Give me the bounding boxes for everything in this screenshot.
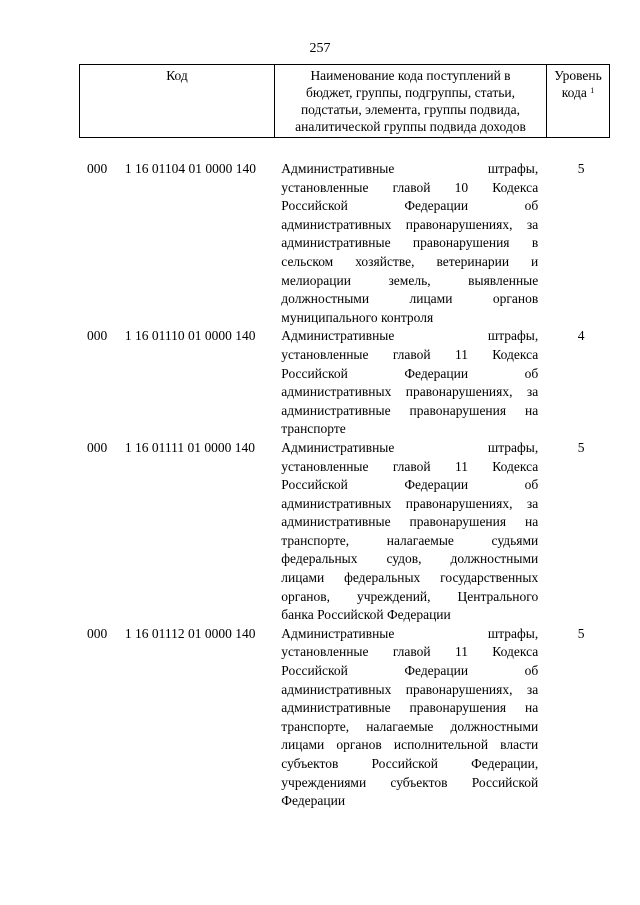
revenue-name-line: лицами федеральных государственных bbox=[281, 570, 539, 586]
revenue-name-line: административные правонарушения на bbox=[281, 700, 539, 716]
revenue-name-line: должностными лицами органов bbox=[281, 291, 539, 307]
revenue-name-cell bbox=[281, 160, 538, 327]
revenue-name-line: административных правонарушениях, за bbox=[281, 216, 539, 232]
revenue-name-line: административные правонарушения на bbox=[281, 402, 539, 418]
header-name-line: подстатьи, элемента, группы подвида, bbox=[300, 102, 521, 117]
revenue-code-cell: 1 16 01111 01 0000 140 bbox=[124, 439, 256, 455]
revenue-name-line: субъектов Российской Федерации, bbox=[281, 756, 539, 771]
header-level-word: кода bbox=[561, 85, 587, 100]
revenue-name-line: установленные главой 11 Кодекса bbox=[281, 644, 539, 660]
table-row bbox=[79, 327, 610, 439]
revenue-name-line: транспорте bbox=[281, 421, 346, 437]
revenue-name-line: транспорте, налагаемые судьями bbox=[281, 532, 539, 548]
revenue-name-line: Российской Федерации об bbox=[281, 365, 539, 381]
revenue-name-line: мелиорации земель, выявленные bbox=[281, 272, 539, 288]
revenue-name-line: Российской Федерации об bbox=[281, 477, 539, 493]
admin-code-cell: 000 bbox=[87, 625, 108, 641]
revenue-code-cell: 1 16 01104 01 0000 140 bbox=[124, 161, 257, 176]
code-level-cell: 5 bbox=[577, 161, 585, 176]
revenue-name-cell bbox=[281, 439, 538, 625]
revenue-name-line: административные правонарушения на bbox=[281, 514, 539, 530]
revenue-name-line: органов, учреждений, Центрального bbox=[281, 588, 539, 604]
revenue-name-line: Административные штрафы, bbox=[281, 625, 539, 641]
revenue-name-line: административных правонарушениях, за bbox=[281, 681, 539, 697]
revenue-name-line: Российской Федерации об bbox=[281, 198, 539, 214]
revenue-name-line: лицами органов исполнительной власти bbox=[281, 737, 539, 753]
header-name-line: бюджет, группы, подгруппы, статьи, bbox=[306, 85, 515, 100]
revenue-name-cell bbox=[281, 625, 538, 811]
revenue-name-cell bbox=[281, 327, 538, 439]
revenue-name-line: административные правонарушения в bbox=[281, 235, 539, 251]
revenue-name-line: учреждениями субъектов Российской bbox=[281, 774, 539, 790]
revenue-name-line: Федерации bbox=[281, 793, 346, 809]
admin-code-cell: 000 bbox=[87, 439, 108, 455]
code-level-cell: 4 bbox=[577, 328, 585, 344]
page-number: 257 bbox=[309, 41, 331, 56]
header-level-line: Уровень bbox=[554, 68, 602, 83]
footnote-marker: 1 bbox=[590, 86, 595, 95]
revenue-name-line: Российской Федерации об bbox=[281, 663, 539, 679]
header-name bbox=[275, 65, 547, 137]
revenue-name-line: установленные главой 10 Кодекса bbox=[281, 179, 539, 195]
table-header bbox=[79, 64, 610, 138]
code-level-cell: 5 bbox=[577, 439, 585, 455]
admin-code-cell: 000 bbox=[87, 328, 108, 344]
revenue-name-line: установленные главой 11 Кодекса bbox=[281, 458, 539, 474]
revenue-name-line: административных правонарушениях, за bbox=[281, 384, 539, 400]
header-name-line: аналитической группы подвида доходов bbox=[295, 119, 526, 134]
revenue-name-line: сельском хозяйстве, ветеринарии и bbox=[281, 253, 539, 269]
header-code: Код bbox=[80, 65, 275, 137]
header-level bbox=[547, 65, 609, 137]
header-name-line: Наименование кода поступлений в bbox=[310, 68, 511, 83]
revenue-name-line: Административные штрафы, bbox=[281, 439, 539, 455]
revenue-name-line: муниципального контроля bbox=[281, 309, 434, 325]
table-row bbox=[79, 625, 610, 811]
table-row bbox=[79, 439, 610, 625]
revenue-codes-table bbox=[79, 64, 610, 811]
revenue-code-cell: 1 16 01112 01 0000 140 bbox=[124, 625, 256, 641]
header-level-line2 bbox=[550, 84, 606, 101]
revenue-name-line: Административные штрафы, bbox=[281, 328, 539, 344]
table-row bbox=[79, 160, 610, 327]
table-body bbox=[79, 160, 610, 811]
revenue-code-cell: 1 16 01110 01 0000 140 bbox=[124, 328, 256, 344]
revenue-name-line: установленные главой 11 Кодекса bbox=[281, 346, 539, 362]
revenue-name-line: федеральных судов, должностными bbox=[281, 551, 539, 567]
revenue-name-line: банка Российской Федерации bbox=[281, 607, 451, 623]
code-level-cell: 5 bbox=[577, 625, 585, 641]
revenue-name-line: транспорте, налагаемые должностными bbox=[281, 718, 539, 734]
revenue-name-line: административных правонарушениях, за bbox=[281, 495, 539, 511]
revenue-name-line: Административные штрафы, bbox=[281, 161, 539, 176]
admin-code-cell: 000 bbox=[87, 161, 108, 176]
